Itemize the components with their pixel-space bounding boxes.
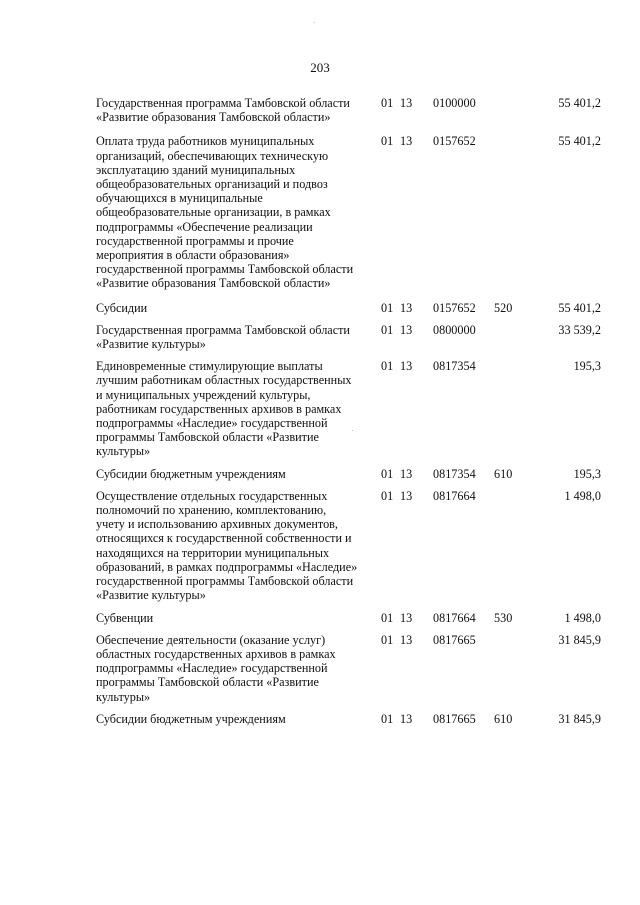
table-row [0,611,640,625]
row-amount: 195,3 [573,359,601,374]
row-target-code: 0817665 [433,711,476,726]
table-row [0,489,640,603]
row-section: 01 [381,466,394,481]
row-subsection: 13 [400,632,413,647]
row-name: Обеспечение деятельности (оказание услуг) областных государственных архивов в рамках подпрограммы «Наследие» государственной программы Тамбовской области «Развитие культуры» [96,632,336,704]
table-row [0,96,640,124]
row-section: 01 [381,711,394,726]
row-name: Субсидии [96,300,148,315]
table-row [0,359,640,458]
row-subsection: 13 [400,300,413,315]
row-target-code: 0817354 [433,359,476,374]
row-amount: 55 401,2 [558,300,601,315]
row-target-code: 0817665 [433,632,476,647]
row-name: Субсидии бюджетным учреждениям [96,711,286,726]
row-target-code: 0157652 [433,300,476,315]
row-subsection: 13 [400,134,413,149]
row-amount: 55 401,2 [558,96,601,110]
row-target-code: 0157652 [433,134,476,149]
row-target-code: 0800000 [433,322,476,337]
row-section: 01 [381,322,394,337]
row-subsection: 13 [400,322,413,337]
table-row [0,467,640,481]
row-target-code: 0817354 [433,466,476,481]
row-subsection: 13 [400,359,413,374]
row-subsection: 13 [400,96,413,110]
row-name: Субвенции [96,610,154,625]
budget-table [0,96,640,726]
row-subsection: 13 [400,466,413,481]
row-amount: 1 498,0 [564,488,601,503]
row-name: Государственная программа Тамбовской области «Развитие культуры» [96,322,350,352]
row-section: 01 [381,300,394,315]
row-section: 01 [381,488,394,503]
page-number: 203 [310,60,330,75]
row-subsection: 13 [400,610,413,625]
row-name: Субсидии бюджетным учреждениям [96,466,286,481]
row-section: 01 [381,632,394,647]
row-amount: 33 539,2 [558,322,601,337]
row-expense-type: 530 [494,610,513,625]
row-name: Оплата труда работников муниципальных организаций, обеспечивающих техническую эксплуатацию зданий муниципальных общеобразовательных организаций и подвоз обучающихся в муниципальные общеобразовательные организации, в рамках подпрограммы «Обеспечение реализации государственной программы и прочие мероприятия в области образования» государственной программы Тамбовской области «Развитие образования Тамбовской области» [96,134,354,291]
row-expense-type: 520 [494,300,513,315]
table-row [0,633,640,704]
row-section: 01 [381,359,394,374]
row-expense-type: 610 [494,466,513,481]
row-amount: 1 498,0 [564,610,601,625]
row-target-code: 0100000 [433,96,476,110]
row-amount: 31 845,9 [558,711,601,726]
table-row [0,134,640,290]
row-amount: 31 845,9 [558,632,601,647]
row-target-code: 0817664 [433,610,476,625]
row-name: Осуществление отдельных государственных полномочий по хранению, комплектованию, учету и использованию архивных документов, относящихся к государственной собственности и находящихся на территории муниципальных образований, в рамках подпрограммы «Наследие» государственной программы Тамбовской области «Развитие культуры» [96,488,358,603]
row-amount: 55 401,2 [558,134,601,149]
scan-speck [314,22,315,23]
table-row [0,712,640,726]
row-section: 01 [381,610,394,625]
row-name: Единовременные стимулирующие выплаты лучшим работникам областных государственных и муниципальных учреждений культуры, работникам государственных архивов в рамках подпрограммы «Наследие» государственной программы Тамбовской области «Развитие культуры» [96,359,352,459]
row-subsection: 13 [400,711,413,726]
row-expense-type: 610 [494,711,513,726]
row-amount: 195,3 [573,466,601,481]
table-row [0,301,640,315]
row-section: 01 [381,134,394,149]
table-row [0,323,640,351]
row-target-code: 0817664 [433,488,476,503]
row-subsection: 13 [400,488,413,503]
row-name: Государственная программа Тамбовской области «Развитие образования Тамбовской области» [96,96,350,125]
row-section: 01 [381,96,394,110]
